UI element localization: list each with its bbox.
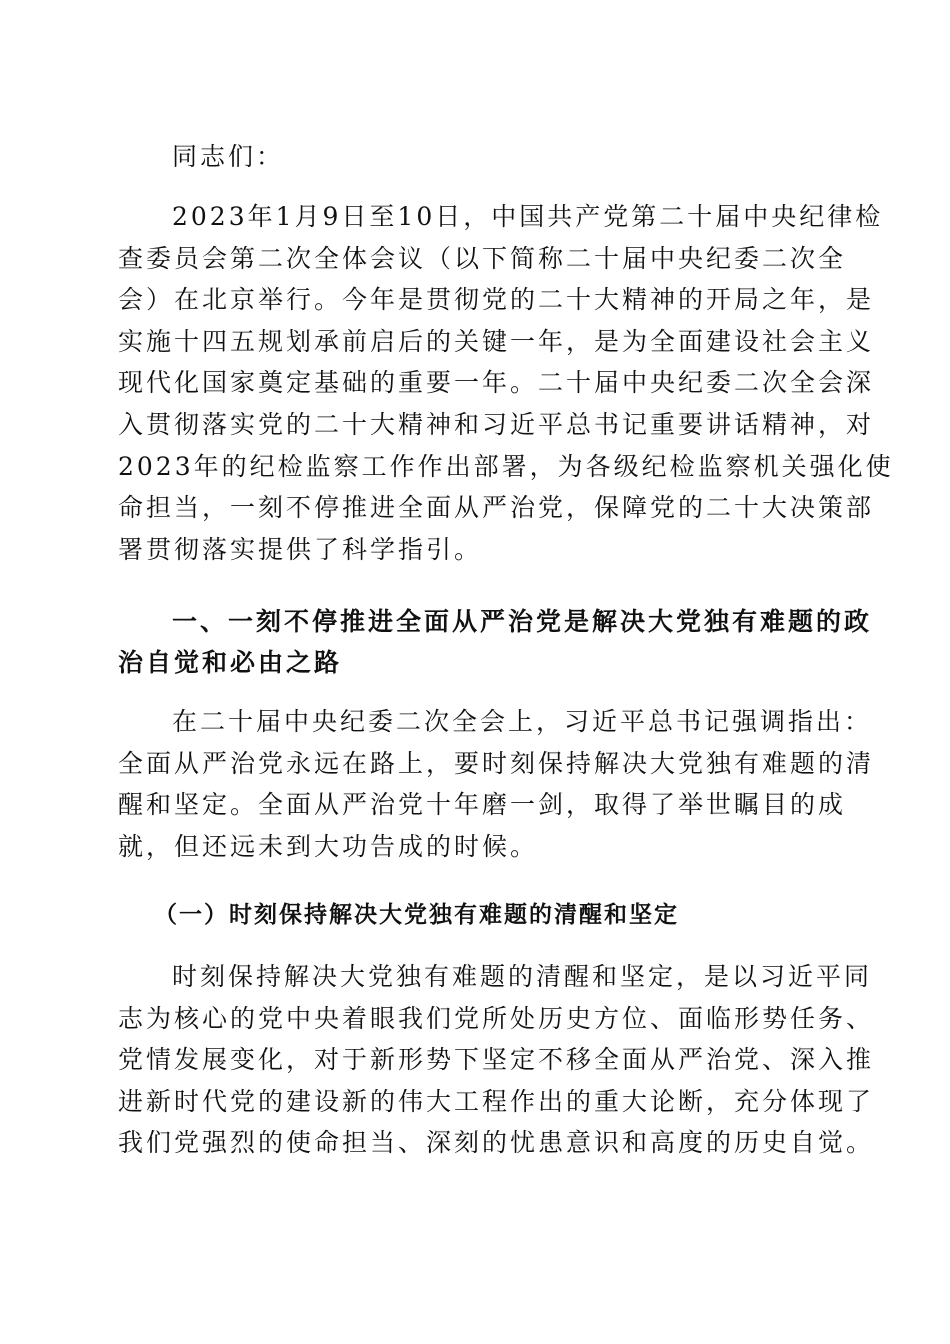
text-line: 醒和坚定。全面从严治党十年磨一剑，取得了举世瞩目的成 <box>118 790 847 820</box>
greeting-text: 同志们： <box>172 142 285 171</box>
text-line: 在二十届中央纪委二次全会上，习近平总书记强调指出： <box>172 707 873 736</box>
document-page <box>118 0 894 1344</box>
text-line: 会）在北京举行。今年是贯彻党的二十大精神的开局之年，是 <box>118 285 875 315</box>
subheading-text: （一）时刻保持解决大党独有难题的清醒和坚定 <box>154 901 679 928</box>
text-line: 就，但还远未到大功告成的时候。 <box>118 831 539 861</box>
intro-paragraph <box>118 196 894 570</box>
text-line: 时刻保持解决大党独有难题的清醒和坚定，是以习近平同 <box>172 962 873 991</box>
text-line: 进新时代党的建设新的伟大工程作出的重大论断，充分体现了 <box>118 1086 875 1116</box>
section-heading <box>118 601 873 683</box>
subsection-heading <box>118 894 818 935</box>
text-line: 2023年1月9日至10日，中国共产党第二十届中央纪律检 <box>172 202 884 231</box>
text-line: 2023年的纪检监察工作作出部署，为各级纪检监察机关强化使 <box>118 451 894 481</box>
text-line: 志为核心的党中央着眼我们党所处历史方位、面临形势任务、 <box>118 1003 875 1033</box>
text-line: 查委员会第二次全体会议（以下简称二十届中央纪委二次全 <box>118 243 847 273</box>
text-line: 全面从严治党永远在路上，要时刻保持解决大党独有难题的清 <box>118 748 875 778</box>
text-line: 命担当，一刻不停推进全面从严治党，保障党的二十大决策部 <box>118 493 875 523</box>
greeting <box>118 136 818 178</box>
heading-line: 治自觉和必由之路 <box>118 648 343 677</box>
subsection-paragraph <box>118 956 875 1164</box>
text-line: 署贯彻落实提供了科学指引。 <box>118 534 483 564</box>
text-line: 入贯彻落实党的二十大精神和习近平总书记重要讲话精神，对 <box>118 409 875 439</box>
heading-line: 一、一刻不停推进全面从严治党是解决大党独有难题的政 <box>172 607 873 636</box>
text-line: 实施十四五规划承前启后的关键一年，是为全面建设社会主义 <box>118 326 875 356</box>
text-line: 我们党强烈的使命担当、深刻的忧患意识和高度的历史自觉。 <box>118 1128 875 1158</box>
text-line: 现代化国家奠定基础的重要一年。二十届中央纪委二次全会深 <box>118 368 875 398</box>
text-line: 党情发展变化，对于新形势下坚定不移全面从严治党、深入推 <box>118 1045 875 1075</box>
section-paragraph <box>118 701 875 867</box>
